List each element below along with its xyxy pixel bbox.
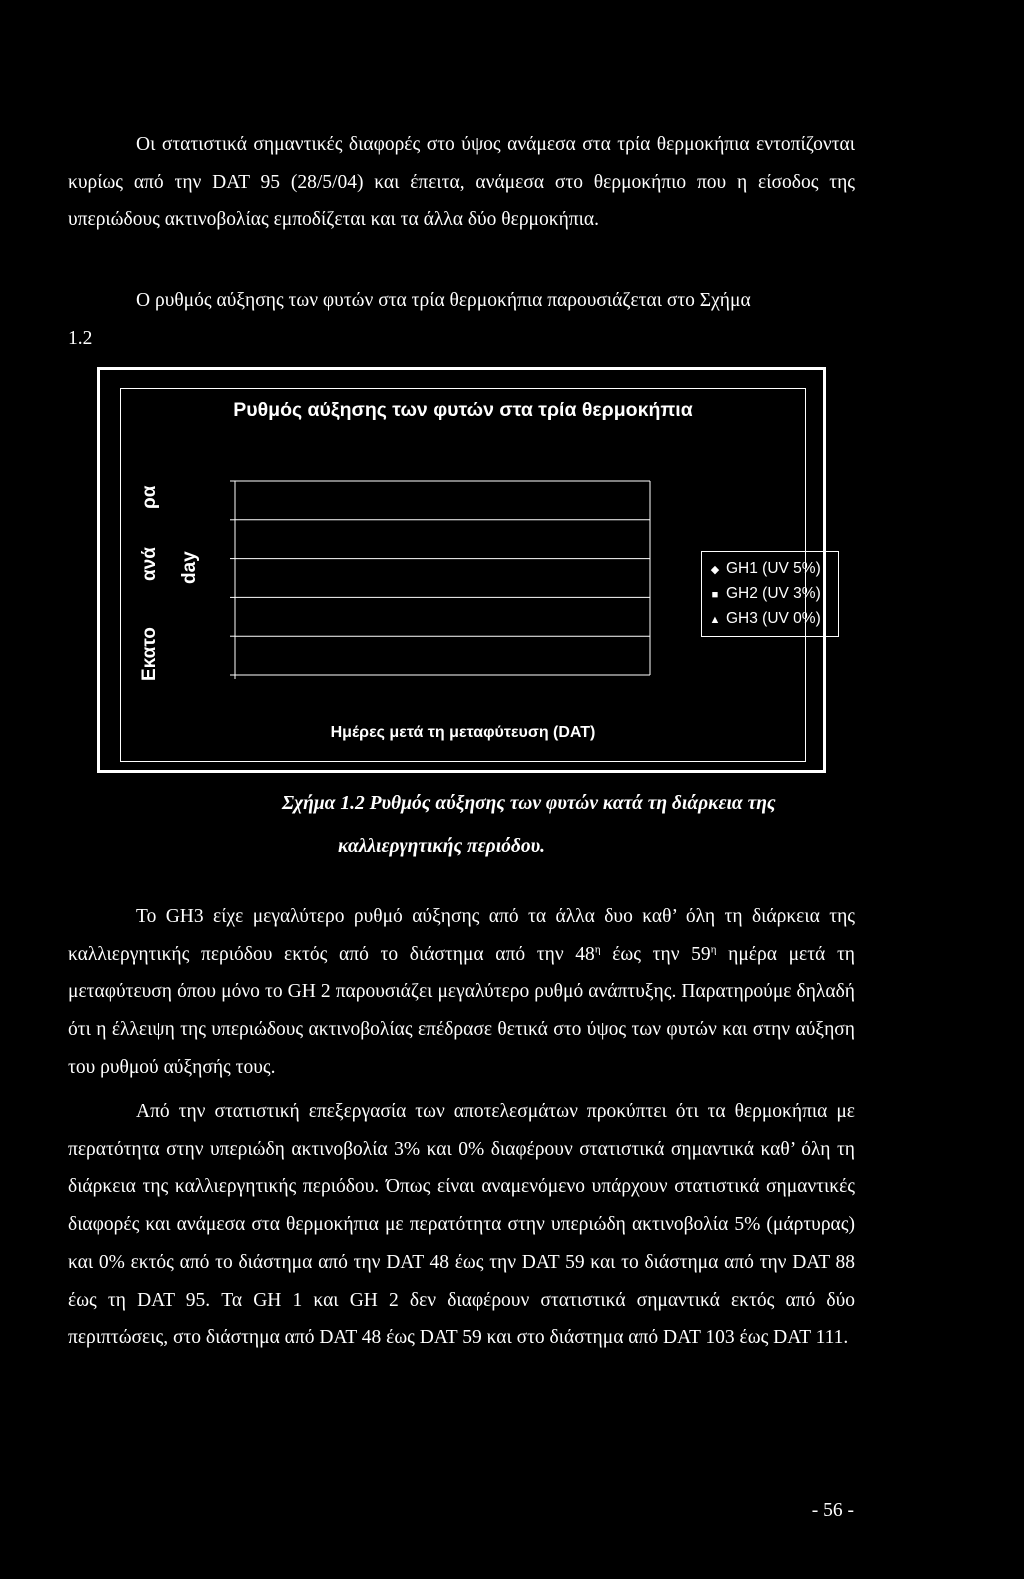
- chart-legend: [701, 551, 839, 637]
- page-number: - 56 -: [811, 1500, 854, 1521]
- y-axis-label-part-3: ρα: [139, 485, 160, 509]
- y-axis-label-part-4: day: [179, 551, 200, 584]
- paragraph-3-text-c: ημέρα μετά τη μεταφύτευση όπου μόνο το GH 2 παρουσιάζει μεγαλύτερο ρυθμό ανάπτυξης. Παρατηρούμε δηλαδή ότι η έλλειψη της υπεριώδους ακτινοβολίας επέδρασε θετικά στο ύψος των φυτών και στην αύξηση του ρυθμού αύξησής τους.: [68, 943, 855, 1078]
- y-axis-label-part-1: Εκατο: [139, 627, 160, 681]
- paragraph-3: [68, 898, 855, 1087]
- paragraph-4-text: Από την στατιστική επεξεργασία των αποτελεσμάτων προκύπτει ότι τα θερμοκήπια με περατότητα στην υπεριώδη ακτινοβολία 3% και 0% διαφέρουν στατιστικά σημαντικά καθ’ όλη τη διάρκεια της καλλιεργητικής περιόδου. Όπως είναι αναμενόμενο υπάρχουν στατιστικά σημαντικές διαφορές και ανάμεσα στα θερμοκήπια με περατότητα στην υπεριώδη ακτινοβολία 5% (μάρτυρας) και 0% εκτός από το διάστημα από την DAT 48 έως την DAT 59 και το διάστημα από την DAT 88 έως τη DAT 95. Τα GH 1 και GH 2 δεν διαφέρουν στατιστικά σημαντικά εκτός από δύο περιπτώσεις, στο διάστημα από DAT 48 έως DAT 59 και στο διάστημα από DAT 103 έως DAT 111.: [68, 1101, 855, 1349]
- diamond-icon: ◆: [710, 564, 720, 576]
- triangle-icon: ▲: [709, 614, 721, 626]
- paragraph-3-text-a: Το GH3 είχε μεγαλύτερο ρυθμό αύξησης από τα άλλα δυο καθ’ όλη τη διάρκεια της καλλιεργητικής περιόδου εκτός από το διάστημα από την 48: [68, 906, 855, 965]
- square-icon: ■: [711, 589, 719, 601]
- legend-item-gh1: [708, 556, 838, 581]
- paragraph-3-text-b: έως την 59: [600, 943, 711, 965]
- figure-caption-line-2: καλλιεργητικής περιόδου.: [338, 836, 546, 857]
- y-axis-label-part-2: ανά: [139, 547, 160, 581]
- x-axis-label: Ημέρες μετά τη μεταφύτευση (DAT): [330, 724, 596, 741]
- superscript-2: η: [710, 943, 717, 956]
- paragraph-4: [68, 1093, 855, 1357]
- legend-item-gh3: [708, 606, 838, 631]
- legend-label-gh3: GH3 (UV 0%): [726, 610, 821, 627]
- legend-label-gh2: GH2 (UV 3%): [726, 585, 821, 602]
- superscript-1: η: [594, 943, 601, 956]
- chart-area: [120, 388, 821, 762]
- figure-reference: 1.2: [68, 327, 93, 349]
- figure-caption-line-1: Σχήμα 1.2 Ρυθμός αύξησης των φυτών κατά τη διάρκεια της: [282, 793, 776, 814]
- paragraph-2: [68, 282, 855, 357]
- chart-title: Ρυθμός αύξησης των φυτών στα τρία θερμοκήπια: [233, 399, 693, 421]
- paragraph-1: [68, 126, 855, 239]
- chart-frame: [97, 367, 826, 773]
- paragraph-2-text: Ο ρυθμός αύξησης των φυτών στα τρία θερμοκήπια παρουσιάζεται στο Σχήμα: [136, 290, 751, 311]
- paragraph-1-text: Οι στατιστικά σημαντικές διαφορές στο ύψος ανάμεσα στα τρία θερμοκήπια εντοπίζονται κυρίως από την DAT 95 (28/5/04) και έπειτα, ανάμεσα στο θερμοκήπιο που η είσοδος της υπεριώδους ακτινοβολίας εμποδίζεται και τα άλλα δύο θερμοκήπια.: [68, 134, 855, 231]
- legend-item-gh2: [708, 581, 838, 606]
- legend-label-gh1: GH1 (UV 5%): [726, 560, 821, 577]
